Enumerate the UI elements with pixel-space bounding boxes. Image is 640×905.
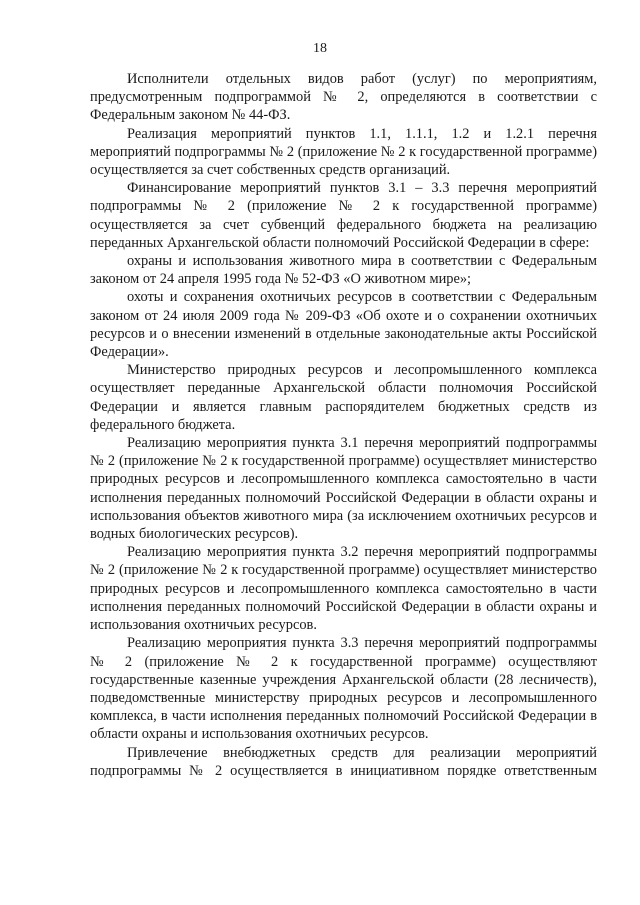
paragraph-own-funds: Реализация мероприятий пунктов 1.1, 1.1.1, 1.2 и 1.2.1 перечня мероприятий подпрограммы № 2 (приложение № 2 к государственной программе) осуществляется за счет собственных средств организаций.	[90, 125, 597, 179]
paragraph-item-3-2: Реализацию мероприятия пункта 3.2 перечня мероприятий подпрограммы № 2 (приложение № 2 к государственной программе) осуществляет министерство природных ресурсов и лесопромышленного комплекса самостоятельно в части исполнения переданных полномочий Российской Федерации в области охраны и использования охотничьих ресурсов.	[90, 544, 597, 634]
paragraph-item-3-1: Реализацию мероприятия пункта 3.1 перечня мероприятий подпрограммы № 2 (приложение № 2 к государственной программе) осуществляет министерство природных ресурсов и лесопромышленного комплекса самостоятельно в части исполнения переданных полномочий Российской Федерации в области охраны и использования объектов животного мира (за исключением охотничьих ресурсов и водных биологических ресурсов).	[90, 435, 597, 543]
page-number: 18	[313, 41, 327, 56]
paragraph-wildlife-law: охраны и использования животного мира в соответствии с Федеральным законом от 24 апреля 1995 года № 52-ФЗ «О животном мире»;	[90, 253, 597, 288]
paragraph-extrabudgetary: Привлечение внебюджетных средств для реализации мероприятий подпрограммы № 2 осуществляется в инициативном порядке ответственным	[90, 744, 597, 779]
paragraph-federal-subventions: Финансирование мероприятий пунктов 3.1 – 3.3 перечня мероприятий подпрограммы № 2 (приложение № 2 к государственной программе) осуществляется за счет субвенций федерального бюджета на реализацию переданных Архангельской области полномочий Российской Федерации в сфере:	[90, 180, 597, 251]
paragraph-item-3-3: Реализацию мероприятия пункта 3.3 перечня мероприятий подпрограммы № 2 (приложение № 2 к государственной программе) осуществляют государственные казенные учреждения Архангельской области (28 лесничеств), подведомственные министерству природных ресурсов и лесопромышленного комплекса, в части исполнения переданных полномочий Российской Федерации в области охраны и использования охотничьих ресурсов.	[90, 635, 597, 743]
paragraph-ministry: Министерство природных ресурсов и лесопромышленного комплекса осуществляет переданные Архангельской области полномочия Российской Федерации и является главным распорядителем бюджетных средств из федерального бюджета.	[90, 362, 597, 433]
body-text	[90, 70, 597, 780]
paragraph-hunting-law: охоты и сохранения охотничьих ресурсов в соответствии с Федеральным законом от 24 июля 2009 года № 209-ФЗ «Об охоте и о сохранении охотничьих ресурсов и о внесении изменений в отдельные законодательные акты Российской Федерации».	[90, 289, 597, 361]
paragraph-contractors: Исполнители отдельных видов работ (услуг) по мероприятиям, предусмотренным подпрограммой № 2, определяются в соответствии с Федеральным законом № 44-ФЗ.	[90, 71, 597, 124]
